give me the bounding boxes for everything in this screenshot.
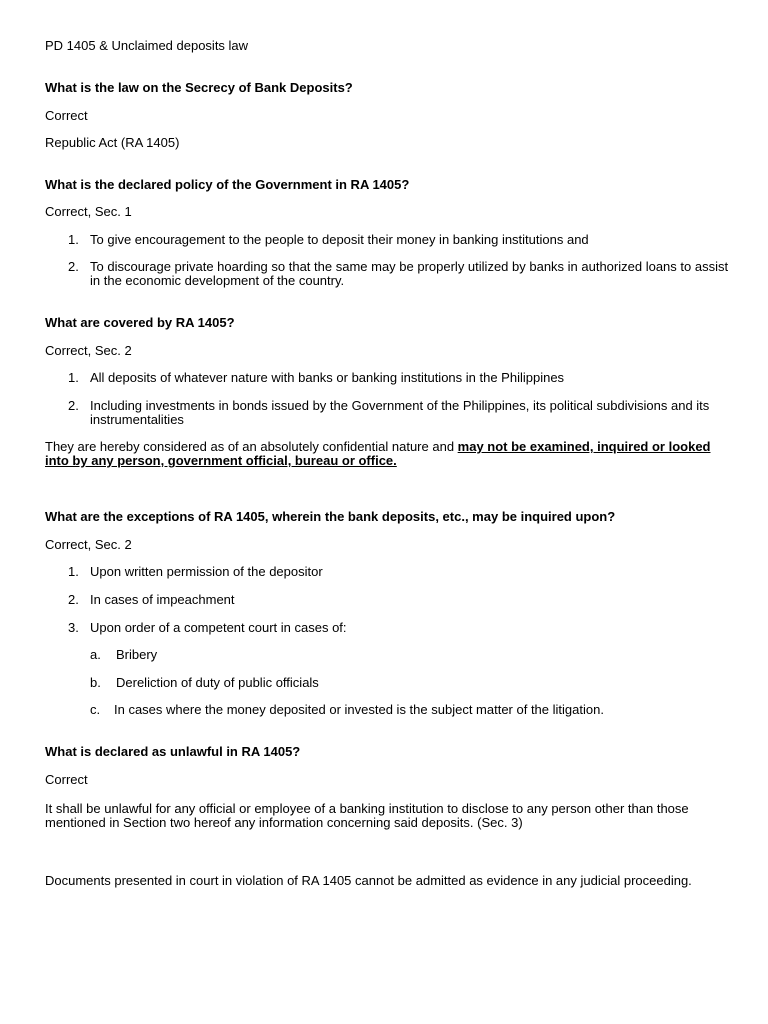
status-label: Correct, Sec. 1 [45, 204, 132, 219]
list-number: 2. [68, 398, 79, 413]
note-plain-text: They are hereby considered as of an absolutely confidential nature and [45, 439, 458, 454]
status-label: Correct [45, 772, 88, 787]
list-number: 3. [68, 620, 79, 635]
question-unlawful: What is declared as unlawful in RA 1405? [45, 744, 301, 759]
list-item [68, 371, 564, 385]
list-item-text: Upon order of a competent court in cases of: [90, 620, 347, 635]
sub-list-item-text: Bribery [116, 647, 158, 662]
sub-list-item [90, 676, 319, 690]
answer-text: It shall be unlawful for any official or employee of a banking institution to disclose to any person other than those mentioned in Section two hereof any information concerning said deposits. (Sec. 3) [45, 801, 689, 830]
question-coverage: What are covered by RA 1405? [45, 315, 235, 330]
sub-list-letter: c. [90, 702, 101, 717]
sub-list-item-text: Dereliction of duty of public officials [116, 675, 319, 690]
list-item [68, 233, 589, 247]
list-item-text: Upon written permission of the depositor [90, 564, 323, 579]
list-item-text: To give encouragement to the people to deposit their money in banking institutions and [90, 232, 589, 247]
status-label: Correct, Sec. 2 [45, 537, 132, 552]
document-title: PD 1405 & Unclaimed deposits law [45, 38, 249, 53]
sub-list-letter: a. [90, 647, 101, 662]
list-number: 1. [68, 370, 79, 385]
list-item [68, 593, 235, 607]
sub-list-item [90, 648, 157, 662]
list-item [68, 621, 347, 635]
list-item [68, 399, 730, 427]
question-exceptions: What are the exceptions of RA 1405, wherein the bank deposits, etc., may be inquired upon? [45, 509, 616, 524]
sub-list-item-text: In cases where the money deposited or invested is the subject matter of the litigation. [114, 702, 604, 717]
sub-list-letter: b. [90, 675, 101, 690]
list-number: 1. [68, 564, 79, 579]
answer-text: Republic Act (RA 1405) [45, 135, 180, 150]
evidence-note: Documents presented in court in violation of RA 1405 cannot be admitted as evidence in any judicial proceeding. [45, 873, 692, 888]
list-item-text: All deposits of whatever nature with banks or banking institutions in the Philippines [90, 370, 565, 385]
question-secrecy-law: What is the law on the Secrecy of Bank Deposits? [45, 80, 353, 95]
list-number: 2. [68, 592, 79, 607]
note-emphasis-text: may not be examined, inquired or looked into by any person, government official, bureau or office. [45, 439, 711, 468]
confidentiality-note [45, 440, 725, 468]
list-item-text: Including investments in bonds issued by the Government of the Philippines, its political subdivisions and its instrumentalities [90, 398, 710, 427]
status-label: Correct, Sec. 2 [45, 343, 132, 358]
status-label: Correct [45, 108, 88, 123]
question-declared-policy: What is the declared policy of the Government in RA 1405? [45, 177, 410, 192]
list-item [68, 260, 730, 288]
list-item-text: In cases of impeachment [90, 592, 235, 607]
list-number: 1. [68, 232, 79, 247]
list-number: 2. [68, 259, 79, 274]
list-item-text: To discourage private hoarding so that the same may be properly utilized by banks in authorized loans to assist in the economic development of the country. [90, 259, 729, 288]
sub-list-item [90, 703, 604, 717]
list-item [68, 565, 323, 579]
